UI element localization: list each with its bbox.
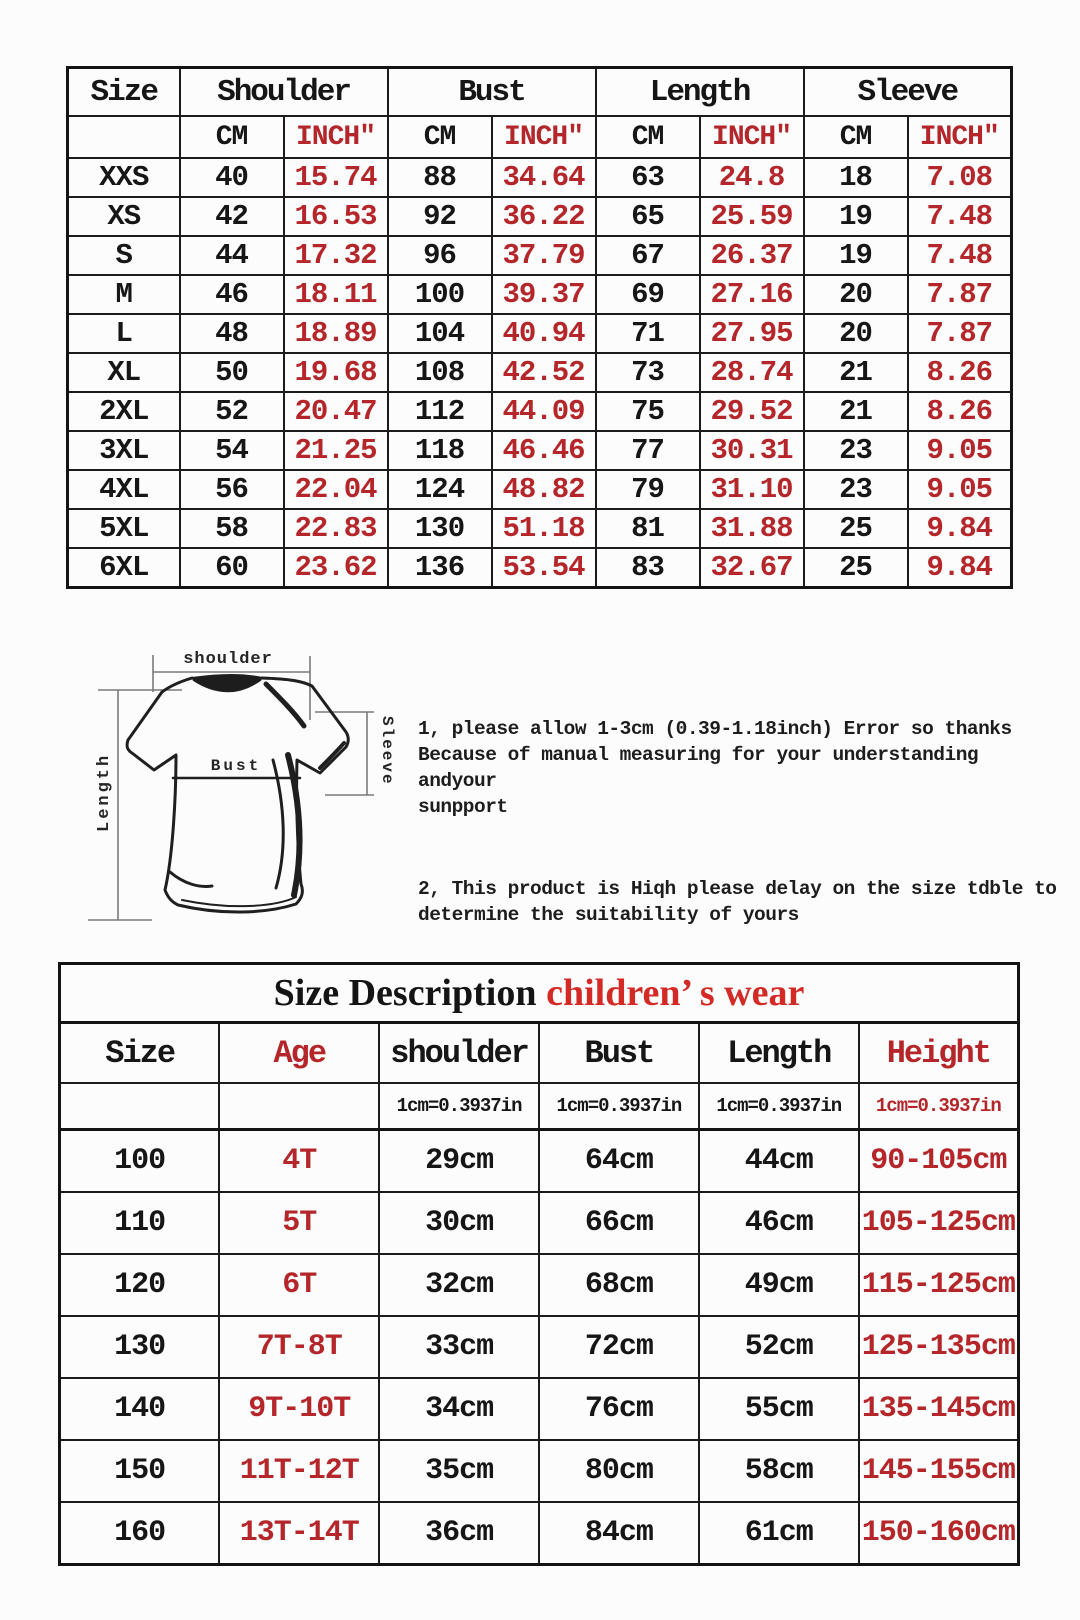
cm-unit-cell: CM: [596, 116, 700, 158]
inch-cell: 9.84: [908, 548, 1012, 588]
inch-unit-cell: INCH″: [908, 116, 1012, 158]
inch-cell: 9.84: [908, 509, 1012, 548]
cm-cell: 40: [180, 158, 284, 197]
conversion-cell: 1cm=0.3937in: [699, 1083, 859, 1130]
bust-cell: 84cm: [539, 1502, 699, 1565]
inch-cell: 48.82: [492, 470, 596, 509]
cm-cell: 19: [804, 197, 908, 236]
inch-cell: 23.62: [284, 548, 388, 588]
conversion-cell: 1cm=0.3937in: [539, 1083, 699, 1130]
table-row: [68, 509, 1012, 548]
inch-cell: 19.68: [284, 353, 388, 392]
bust-cell: 72cm: [539, 1316, 699, 1378]
cm-cell: 52: [180, 392, 284, 431]
tshirt-measurement-diagram: [70, 600, 400, 930]
kids-table-title-row: [60, 964, 1019, 1023]
tshirt-collar: [192, 675, 262, 691]
shoulder-cell: 32cm: [379, 1254, 539, 1316]
height-cell: 145-155cm: [859, 1440, 1019, 1502]
table-row: [68, 470, 1012, 509]
age-cell: 5T: [219, 1192, 379, 1254]
height-cell: 125-135cm: [859, 1316, 1019, 1378]
age-cell: 9T-10T: [219, 1378, 379, 1440]
inch-cell: 18.89: [284, 314, 388, 353]
shoulder-cell: 33cm: [379, 1316, 539, 1378]
kids-size-table: [58, 962, 1020, 1566]
size-cell: M: [68, 275, 180, 314]
inch-cell: 8.26: [908, 353, 1012, 392]
cm-cell: 136: [388, 548, 492, 588]
cm-cell: 21: [804, 392, 908, 431]
inch-cell: 28.74: [700, 353, 804, 392]
kids-conversion-row: [60, 1083, 1019, 1130]
inch-cell: 22.83: [284, 509, 388, 548]
cm-cell: 42: [180, 197, 284, 236]
size-cell: 3XL: [68, 431, 180, 470]
tshirt-outline: [127, 678, 348, 912]
shoulder-cell: 30cm: [379, 1192, 539, 1254]
table-row: [68, 314, 1012, 353]
col-header-length: Length: [596, 68, 804, 117]
inch-cell: 20.47: [284, 392, 388, 431]
bust-cell: 66cm: [539, 1192, 699, 1254]
height-cell: 90-105cm: [859, 1130, 1019, 1193]
cm-cell: 20: [804, 275, 908, 314]
hem-fold-2: [182, 897, 296, 906]
cm-cell: 46: [180, 275, 284, 314]
inch-cell: 39.37: [492, 275, 596, 314]
size-cell: XXS: [68, 158, 180, 197]
kids-header-row: [60, 1023, 1019, 1084]
size-cell: 6XL: [68, 548, 180, 588]
col-header-length: Length: [699, 1023, 859, 1084]
table-row: [68, 548, 1012, 588]
cm-cell: 124: [388, 470, 492, 509]
cm-cell: 96: [388, 236, 492, 275]
length-cell: 52cm: [699, 1316, 859, 1378]
note-1-line-1: 1, please allow 1-3cm (0.39-1.18inch) Error so thanks: [418, 718, 1012, 740]
inch-cell: 40.94: [492, 314, 596, 353]
inch-cell: 46.46: [492, 431, 596, 470]
size-cell: 5XL: [68, 509, 180, 548]
table-row: [68, 392, 1012, 431]
cm-cell: 77: [596, 431, 700, 470]
cm-cell: 73: [596, 353, 700, 392]
size-cell: 140: [60, 1378, 220, 1440]
col-header-size: Size: [68, 68, 180, 117]
cm-cell: 69: [596, 275, 700, 314]
age-cell: 13T-14T: [219, 1502, 379, 1565]
cm-cell: 92: [388, 197, 492, 236]
adult-header-row: [68, 68, 1012, 117]
cm-unit-cell: CM: [388, 116, 492, 158]
table-row: [68, 275, 1012, 314]
inch-unit-cell: INCH″: [700, 116, 804, 158]
cm-cell: 104: [388, 314, 492, 353]
age-cell: 11T-12T: [219, 1440, 379, 1502]
inch-cell: 37.79: [492, 236, 596, 275]
adult-unit-row: [68, 116, 1012, 158]
sleeve-label: Sleeve: [378, 716, 396, 786]
size-cell: XS: [68, 197, 180, 236]
cm-cell: 130: [388, 509, 492, 548]
inch-cell: 26.37: [700, 236, 804, 275]
note-2-line-1: 2, This product is Hiqh please delay on the size tdble to: [418, 878, 1057, 900]
inch-cell: 18.11: [284, 275, 388, 314]
inch-cell: 31.10: [700, 470, 804, 509]
note-1-line-3: sunpport: [418, 796, 508, 818]
size-cell: L: [68, 314, 180, 353]
length-cell: 44cm: [699, 1130, 859, 1193]
kids-table-title: [60, 964, 1019, 1023]
cm-cell: 25: [804, 509, 908, 548]
kids-title-red: children’ s wear: [546, 972, 805, 1014]
empty-cell: [60, 1083, 220, 1130]
inch-cell: 36.22: [492, 197, 596, 236]
inch-cell: 30.31: [700, 431, 804, 470]
col-header-shoulder: Shoulder: [180, 68, 388, 117]
length-cell: 61cm: [699, 1502, 859, 1565]
shoulder-cell: 35cm: [379, 1440, 539, 1502]
cm-cell: 67: [596, 236, 700, 275]
inch-cell: 7.87: [908, 275, 1012, 314]
col-header-age: Age: [219, 1023, 379, 1084]
cm-cell: 81: [596, 509, 700, 548]
cm-cell: 20: [804, 314, 908, 353]
length-cell: 55cm: [699, 1378, 859, 1440]
inch-cell: 7.48: [908, 197, 1012, 236]
inch-cell: 9.05: [908, 431, 1012, 470]
inch-cell: 27.95: [700, 314, 804, 353]
length-cell: 49cm: [699, 1254, 859, 1316]
inch-cell: 17.32: [284, 236, 388, 275]
inch-unit-cell: INCH″: [492, 116, 596, 158]
inch-cell: 31.88: [700, 509, 804, 548]
size-cell: S: [68, 236, 180, 275]
table-row: [60, 1316, 1019, 1378]
cm-cell: 58: [180, 509, 284, 548]
cm-cell: 108: [388, 353, 492, 392]
cm-cell: 83: [596, 548, 700, 588]
table-row: [68, 353, 1012, 392]
bust-cell: 80cm: [539, 1440, 699, 1502]
inch-cell: 44.09: [492, 392, 596, 431]
bust-cell: 68cm: [539, 1254, 699, 1316]
inch-cell: 15.74: [284, 158, 388, 197]
height-cell: 115-125cm: [859, 1254, 1019, 1316]
table-row: [68, 236, 1012, 275]
cm-cell: 23: [804, 470, 908, 509]
size-cell: 4XL: [68, 470, 180, 509]
inch-cell: 32.67: [700, 548, 804, 588]
shoulder-cell: 36cm: [379, 1502, 539, 1565]
cm-cell: 23: [804, 431, 908, 470]
shade-sleeve-right: [320, 743, 344, 768]
age-cell: 6T: [219, 1254, 379, 1316]
table-row: [60, 1130, 1019, 1193]
size-cell: 130: [60, 1316, 220, 1378]
inch-cell: 53.54: [492, 548, 596, 588]
height-cell: 135-145cm: [859, 1378, 1019, 1440]
note-2: [418, 876, 1058, 928]
empty-cell: [219, 1083, 379, 1130]
inch-cell: 7.08: [908, 158, 1012, 197]
inch-cell: 21.25: [284, 431, 388, 470]
length-cell: 58cm: [699, 1440, 859, 1502]
cm-unit-cell: CM: [180, 116, 284, 158]
table-row: [60, 1440, 1019, 1502]
inch-cell: 51.18: [492, 509, 596, 548]
shoulder-label: shoulder: [183, 650, 273, 669]
table-row: [60, 1254, 1019, 1316]
empty-cell: [68, 116, 180, 158]
inch-cell: 9.05: [908, 470, 1012, 509]
inch-cell: 25.59: [700, 197, 804, 236]
bust-cell: 64cm: [539, 1130, 699, 1193]
cm-cell: 100: [388, 275, 492, 314]
inch-cell: 7.48: [908, 236, 1012, 275]
height-cell: 150-160cm: [859, 1502, 1019, 1565]
col-header-shoulder: shoulder: [379, 1023, 539, 1084]
inch-cell: 8.26: [908, 392, 1012, 431]
height-cell: 105-125cm: [859, 1192, 1019, 1254]
cm-cell: 118: [388, 431, 492, 470]
note-2-line-2: determine the suitability of yours: [418, 904, 799, 926]
conversion-cell: 1cm=0.3937in: [379, 1083, 539, 1130]
cm-cell: 112: [388, 392, 492, 431]
length-label: Length: [95, 752, 114, 832]
inch-cell: 24.8: [700, 158, 804, 197]
size-cell: XL: [68, 353, 180, 392]
col-header-height: Height: [859, 1023, 1019, 1084]
inch-cell: 22.04: [284, 470, 388, 509]
size-cell: 2XL: [68, 392, 180, 431]
size-cell: 160: [60, 1502, 220, 1565]
col-header-size: Size: [60, 1023, 220, 1084]
inch-cell: 34.64: [492, 158, 596, 197]
bust-label: Bust: [210, 757, 262, 775]
col-header-sleeve: Sleeve: [804, 68, 1012, 117]
length-cell: 46cm: [699, 1192, 859, 1254]
cm-cell: 18: [804, 158, 908, 197]
cm-cell: 75: [596, 392, 700, 431]
bust-cell: 76cm: [539, 1378, 699, 1440]
inch-cell: 7.87: [908, 314, 1012, 353]
cm-unit-cell: CM: [804, 116, 908, 158]
table-row: [68, 431, 1012, 470]
size-cell: 120: [60, 1254, 220, 1316]
cm-cell: 44: [180, 236, 284, 275]
cm-cell: 71: [596, 314, 700, 353]
table-row: [68, 197, 1012, 236]
inch-cell: 27.16: [700, 275, 804, 314]
inch-cell: 16.53: [284, 197, 388, 236]
age-cell: 4T: [219, 1130, 379, 1193]
cm-cell: 50: [180, 353, 284, 392]
cm-cell: 60: [180, 548, 284, 588]
cm-cell: 63: [596, 158, 700, 197]
kids-title-black: Size Description: [273, 972, 537, 1014]
cm-cell: 25: [804, 548, 908, 588]
col-header-bust: Bust: [539, 1023, 699, 1084]
table-row: [60, 1502, 1019, 1565]
cm-cell: 65: [596, 197, 700, 236]
shoulder-cell: 34cm: [379, 1378, 539, 1440]
shoulder-cell: 29cm: [379, 1130, 539, 1193]
col-header-bust: Bust: [388, 68, 596, 117]
note-1: [418, 716, 1058, 820]
adult-size-table: [66, 66, 1013, 589]
table-row: [68, 158, 1012, 197]
size-cell: 110: [60, 1192, 220, 1254]
cm-cell: 56: [180, 470, 284, 509]
inch-unit-cell: INCH″: [284, 116, 388, 158]
cm-cell: 54: [180, 431, 284, 470]
inch-cell: 29.52: [700, 392, 804, 431]
cm-cell: 79: [596, 470, 700, 509]
cm-cell: 48: [180, 314, 284, 353]
size-cell: 100: [60, 1130, 220, 1193]
hem-fold-1: [170, 872, 212, 886]
cm-cell: 88: [388, 158, 492, 197]
note-1-line-2: Because of manual measuring for your understanding andyour: [418, 744, 979, 792]
conversion-cell: 1cm=0.3937in: [859, 1083, 1019, 1130]
table-row: [60, 1192, 1019, 1254]
shade-right-shoulder: [266, 684, 304, 726]
cm-cell: 21: [804, 353, 908, 392]
age-cell: 7T-8T: [219, 1316, 379, 1378]
table-row: [60, 1378, 1019, 1440]
inch-cell: 42.52: [492, 353, 596, 392]
cm-cell: 19: [804, 236, 908, 275]
size-cell: 150: [60, 1440, 220, 1502]
